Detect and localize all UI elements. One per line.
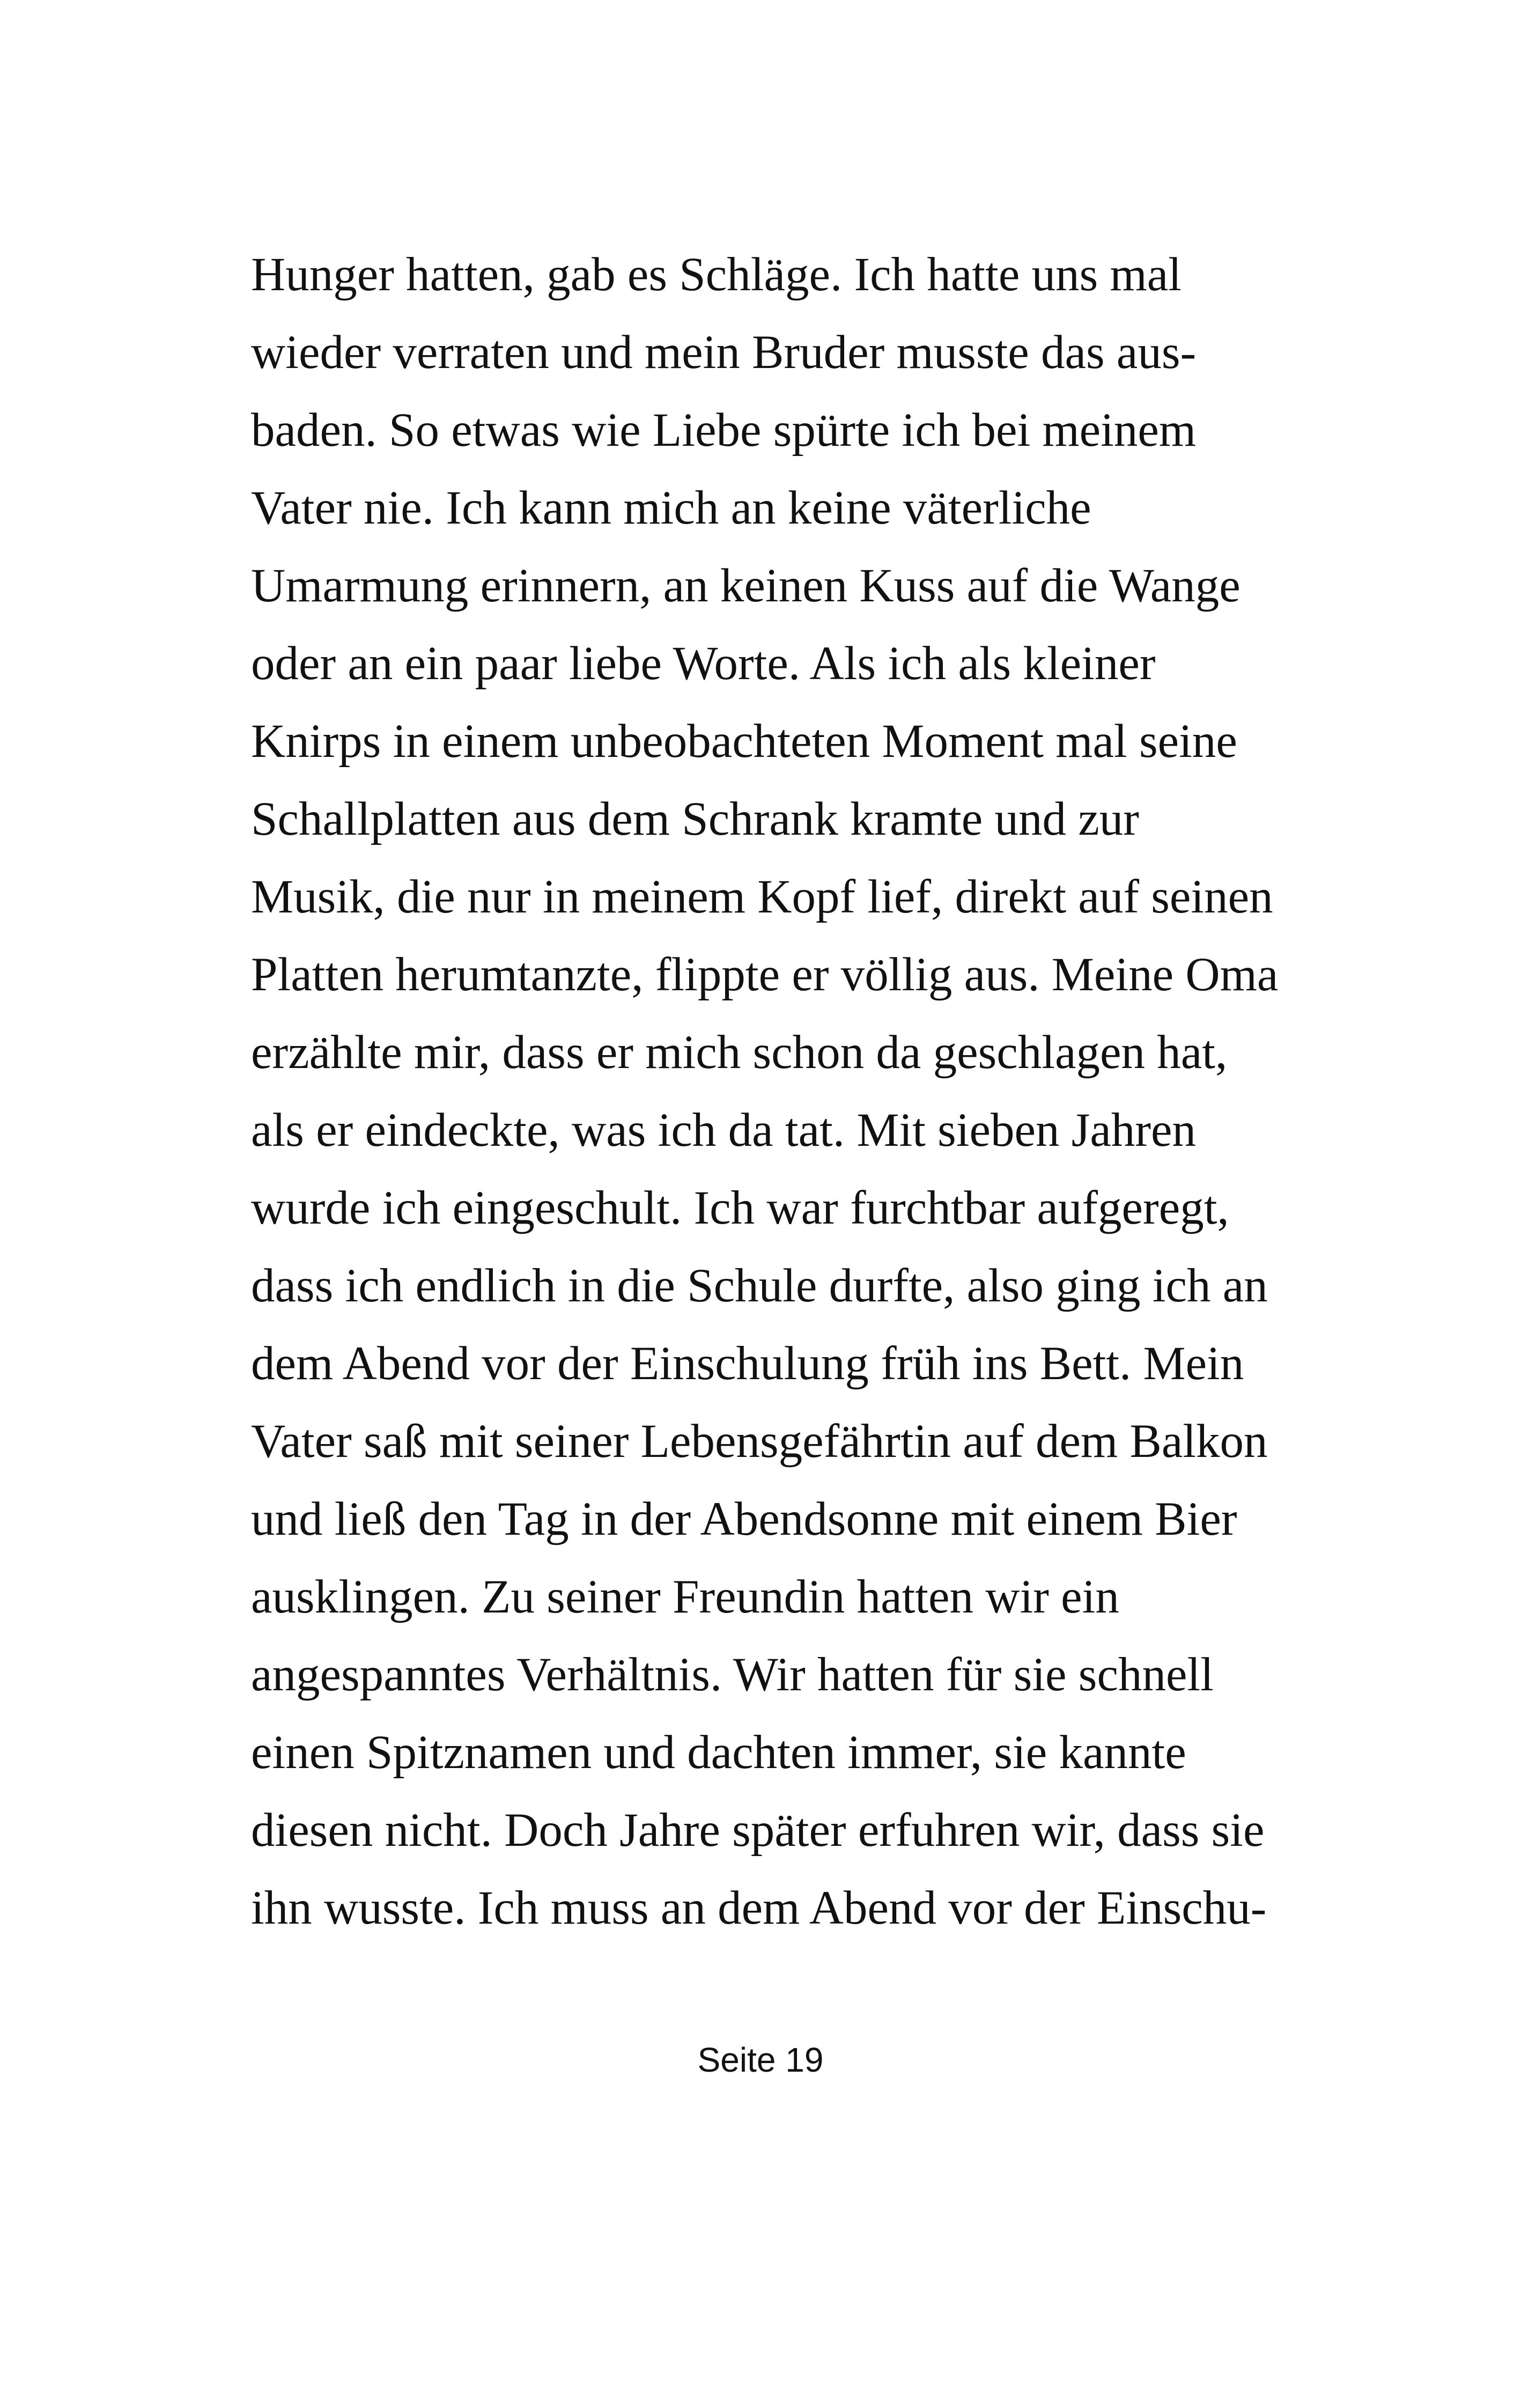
text-line: Vater saß mit seiner Lebensgefährtin auf dem Balkon [251, 1415, 1268, 1468]
text-line: dass ich endlich in die Schule durfte, also ging ich an [251, 1260, 1268, 1312]
text-line: wieder verraten und mein Bruder musste das aus- [251, 326, 1197, 379]
text-line: Hunger hatten, gab es Schläge. Ich hatte uns mal [251, 248, 1182, 301]
text-line: einen Spitznamen und dachten immer, sie kannte [251, 1726, 1186, 1779]
text-line: Vater nie. Ich kann mich an keine väterliche [251, 482, 1091, 534]
text-line: erzählte mir, dass er mich schon da geschlagen hat, [251, 1026, 1228, 1079]
text-line: und ließ den Tag in der Abendsonne mit einem Bier [251, 1493, 1237, 1545]
text-line: Musik, die nur in meinem Kopf lief, direkt auf seinen [251, 871, 1273, 923]
body-text [251, 236, 1324, 1947]
text-line: Umarmung erinnern, an keinen Kuss auf die Wange [251, 559, 1241, 612]
text-line: diesen nicht. Doch Jahre später erfuhren wir, dass sie [251, 1804, 1265, 1857]
text-line: Knirps in einem unbeobachteten Moment mal seine [251, 715, 1237, 768]
text-line: wurde ich eingeschult. Ich war furchtbar aufgeregt, [251, 1182, 1229, 1234]
text-line: dem Abend vor der Einschulung früh ins Bett. Mein [251, 1337, 1244, 1390]
text-line: Schallplatten aus dem Schrank kramte und zur [251, 793, 1139, 845]
text-line: angespanntes Verhältnis. Wir hatten für sie schnell [251, 1648, 1214, 1701]
text-line: baden. So etwas wie Liebe spürte ich bei meinem [251, 404, 1197, 456]
text-line: ihn wusste. Ich muss an dem Abend vor der Einschu- [251, 1882, 1267, 1934]
text-line: oder an ein paar liebe Worte. Als ich als kleiner [251, 637, 1156, 690]
text-line: als er eindeckte, was ich da tat. Mit sieben Jahren [251, 1104, 1197, 1157]
text-line: ausklingen. Zu seiner Freundin hatten wir ein [251, 1571, 1119, 1623]
text-line: Platten herumtanzte, flippte er völlig aus. Meine Oma [251, 948, 1279, 1001]
page-number: Seite 19 [697, 2041, 824, 2079]
